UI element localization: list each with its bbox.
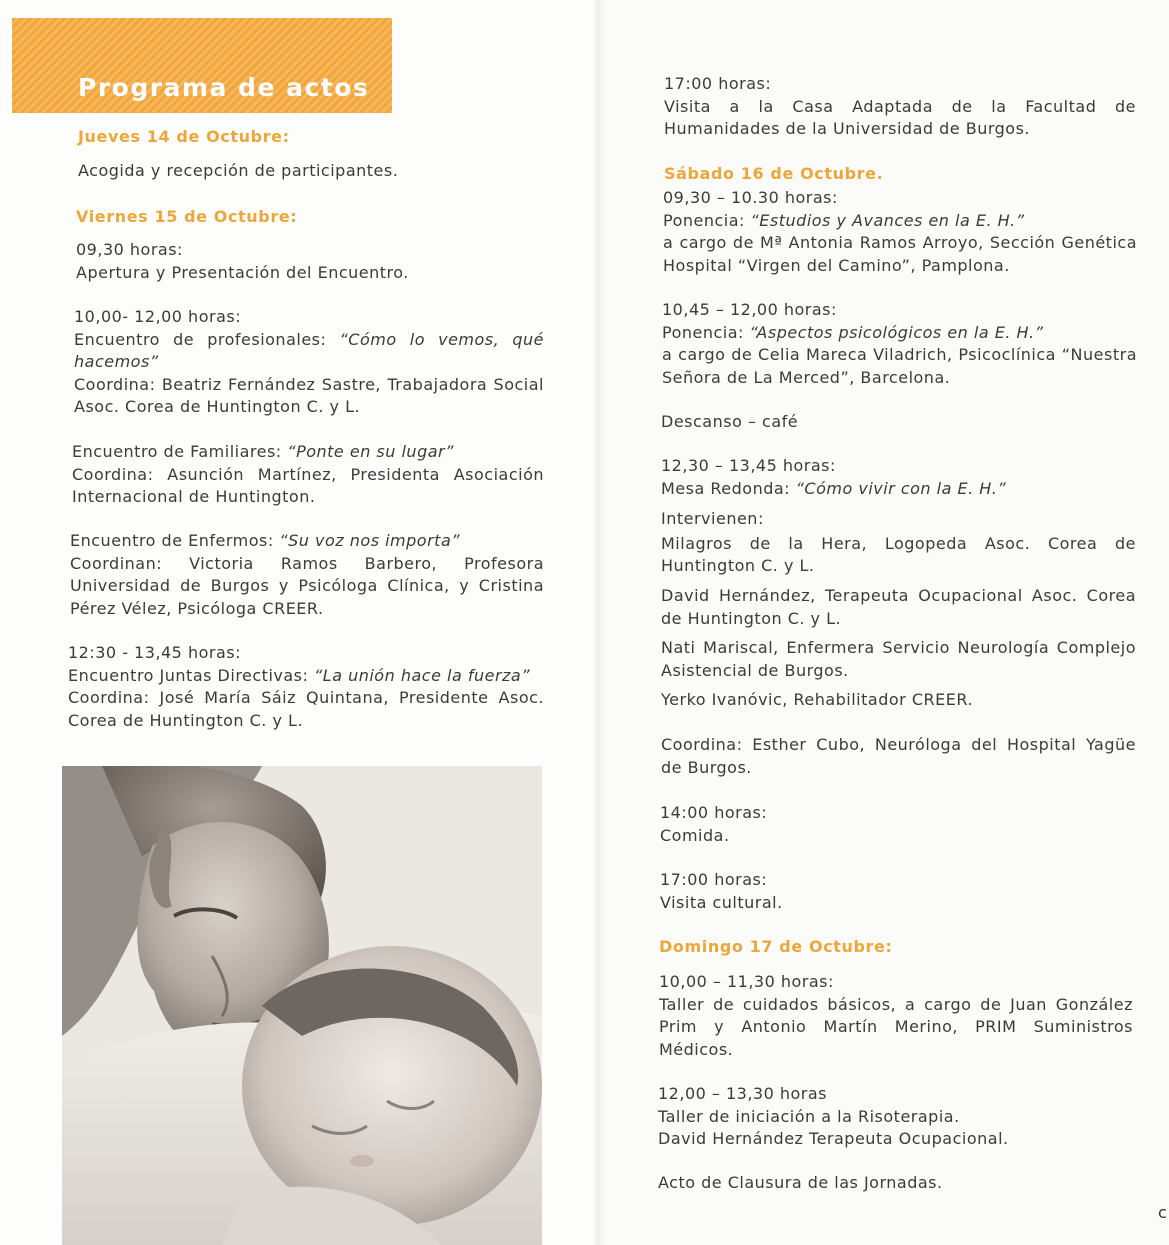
viernes-event-juntas <box>68 642 544 732</box>
event-lead: Encuentro de Enfermos: <box>70 531 280 550</box>
sabado-mesa-redonda <box>661 455 1136 779</box>
sabado-ponencia-1 <box>663 187 1137 277</box>
event-time: 17:00 horas: <box>660 870 768 889</box>
viernes-event-familiares <box>72 441 544 509</box>
event-time: 10,00 – 11,30 horas: <box>659 972 834 991</box>
event-coordinator: Coordina: Beatriz Fernández Sastre, Trabajadora Social Asoc. Corea de Huntington C. y L. <box>74 374 544 417</box>
event-lead: Ponencia: <box>663 210 751 230</box>
event-coordinator: Coordina: José María Sáiz Quintana, Presidente Asoc. Corea de Huntington C. y L. <box>68 688 544 730</box>
jueves-text <box>78 160 548 183</box>
speaker-item: Nati Mariscal, Enfermera Servicio Neurología Complejo Asistencial de Burgos. <box>661 638 1136 680</box>
event-lead: Mesa Redonda: <box>661 478 796 498</box>
event-text: Visita cultural. <box>660 892 783 912</box>
event-lead: Encuentro Juntas Directivas: <box>68 665 314 685</box>
domingo-taller-2 <box>658 1083 1132 1151</box>
break-text: Descanso – café <box>661 412 799 431</box>
sabado-ponencia-2 <box>662 299 1137 389</box>
event-text: Apertura y Presentación del Encuentro. <box>76 262 409 282</box>
closing-text: Acto de Clausura de las Jornadas. <box>658 1173 943 1192</box>
speaker-item: Milagros de la Hera, Logopeda Asoc. Corea de Huntington C. y L. <box>661 533 1136 576</box>
speaker-item: Yerko Ivanóvic, Rehabilitador CREER. <box>661 690 973 710</box>
event-text: Taller de cuidados básicos, a cargo de Juan González Prim y Antonio Martín Merino, PRIM Suministros Médicos. <box>659 994 1133 1059</box>
viernes-event-profesionales <box>74 306 544 419</box>
page-title: Programa de actos <box>78 73 370 102</box>
day-heading-viernes: Viernes 15 de Octubre: <box>76 207 298 226</box>
event-time: 12:30 - 13,45 horas: <box>68 643 241 662</box>
viernes-event-enfermos <box>70 530 544 620</box>
event-text: David Hernández Terapeuta Ocupacional. <box>658 1129 1009 1149</box>
event-text: Visita a la Casa Adaptada de la Facultad de Humanidades de la Universidad de Burgos. <box>664 96 1136 139</box>
page-spine <box>592 0 606 1245</box>
event-time: 09,30 – 10.30 horas: <box>663 188 838 207</box>
header-band <box>12 18 392 113</box>
event-time: 17:00 horas: <box>664 74 772 93</box>
day-heading-jueves: Jueves 14 de Octubre: <box>78 127 290 146</box>
event-quote: “Cómo lo vemos, qué hacemos” <box>74 329 544 372</box>
viernes-event-opening <box>76 239 546 284</box>
event-speaker: a cargo de Mª Antonia Ramos Arroyo, Sección Genética Hospital “Virgen del Camino”, Pamplona. <box>663 233 1137 275</box>
day-heading-domingo: Domingo 17 de Octubre: <box>659 937 893 956</box>
event-coordinator: Coordinan: Victoria Ramos Barbero, Profesora Universidad de Burgos y Psicóloga Clínica, y Cristina Pérez Vélez, Psicóloga CREER. <box>70 553 544 618</box>
sabado-lunch <box>660 802 1135 847</box>
domingo-closing <box>658 1172 1132 1195</box>
domingo-taller-1 <box>659 971 1133 1061</box>
edge-character: c <box>1158 1203 1167 1222</box>
event-time: 14:00 horas: <box>660 803 768 822</box>
photo-illustration <box>62 766 542 1245</box>
grandfather-baby-photo <box>62 766 542 1245</box>
event-coordinator: Coordina: Asunción Martínez, Presidenta Asociación Internacional de Huntington. <box>72 464 544 507</box>
event-quote: “Cómo vivir con la E. H.” <box>795 478 1007 498</box>
sabado-break <box>661 411 1136 434</box>
event-time: 12,00 – 13,30 horas <box>658 1084 828 1103</box>
event-text: Taller de iniciación a la Risoterapia. <box>658 1106 960 1126</box>
event-lead: Encuentro de Familiares: <box>72 442 288 461</box>
event-lead: Encuentro de profesionales: <box>74 329 340 349</box>
jueves-reception: Acogida y recepción de participantes. <box>78 161 399 180</box>
event-quote: “Ponte en su lugar” <box>287 442 454 461</box>
speaker-item: David Hernández, Terapeuta Ocupacional Asoc. Corea de Huntington C. y L. <box>661 585 1136 628</box>
event-quote: “Su voz nos importa” <box>279 531 461 550</box>
event-lead: Ponencia: <box>662 322 750 342</box>
event-quote: “Aspectos psicológicos en la E. H.” <box>749 322 1044 342</box>
event-coordinator: Coordina: Esther Cubo, Neuróloga del Hospital Yagüe de Burgos. <box>661 734 1136 777</box>
event-time: 09,30 horas: <box>76 240 183 259</box>
event-text: Comida. <box>660 825 730 845</box>
event-time: 12,30 – 13,45 horas: <box>661 456 836 475</box>
event-time: 10,00- 12,00 horas: <box>74 307 242 326</box>
event-quote: “La unión hace la fuerza” <box>313 665 531 685</box>
day-heading-sabado: Sábado 16 de Octubre. <box>664 164 884 183</box>
event-time: 10,45 – 12,00 horas: <box>662 300 837 319</box>
event-speaker: a cargo de Celia Mareca Viladrich, Psicoclínica “Nuestra Señora de La Merced”, Barcelona. <box>662 345 1137 387</box>
event-quote: “Estudios y Avances en la E. H.” <box>750 210 1025 230</box>
viernes-event-casa-adaptada <box>664 73 1136 141</box>
sabado-cultural-visit <box>660 869 1135 914</box>
intervienen-label: Intervienen: <box>661 509 764 529</box>
